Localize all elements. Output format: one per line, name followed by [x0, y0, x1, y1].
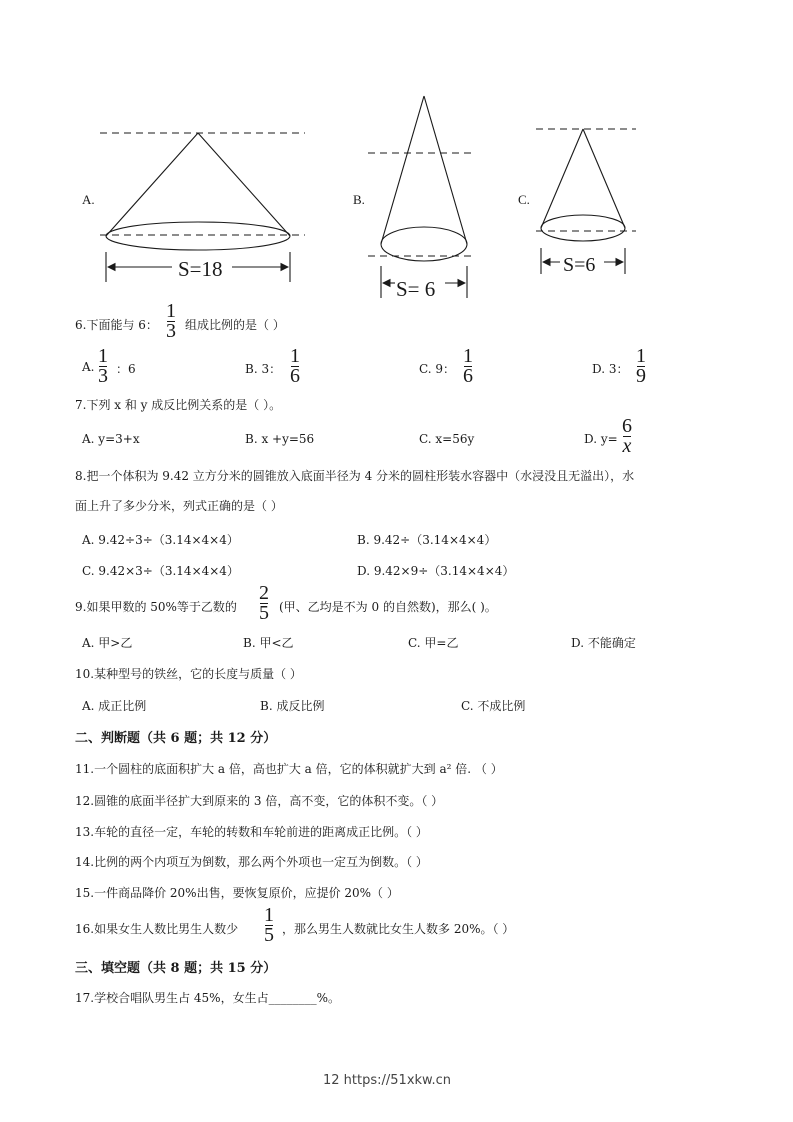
q9-option-a: A. 甲>乙: [82, 636, 133, 650]
q10-option-a: A. 成正比例: [82, 699, 147, 713]
q7-option-c: C. x=56y: [419, 432, 475, 446]
figure-c-area: S=6: [563, 254, 596, 276]
q6-option-a-label: A.: [82, 360, 95, 374]
q6-prefix: 6.下面能与 6：: [75, 318, 158, 332]
q8-line-2: 面上升了多少分米，列式正确的是（ ）: [75, 499, 283, 513]
q6-option-b-fraction: 1 6: [290, 345, 300, 387]
q10-stem: 10.某种型号的铁丝，它的长度与质量（ ）: [75, 667, 302, 681]
q8-option-b: B. 9.42÷（3.14×4×4）: [357, 533, 497, 547]
q7-option-d-label: D. y=: [584, 432, 618, 446]
q8-option-a: A. 9.42÷3÷（3.14×4×4）: [82, 533, 239, 547]
q9-option-c: C. 甲=乙: [408, 636, 459, 650]
figure-c-label: C.: [518, 192, 530, 207]
q6-option-d-label: D. 3：: [592, 362, 629, 376]
section-3-heading: 三、填空题（共 8 题；共 15 分）: [75, 961, 277, 976]
page-footer: 12 https://51xkw.cn: [323, 1073, 451, 1088]
q16-suffix: ，那么男生人数就比女生人数多 20%。（ ）: [282, 922, 515, 936]
q6-option-a-fraction: 1 3: [98, 345, 108, 387]
figure-b-cone: [368, 96, 472, 298]
cone-figures: [0, 0, 793, 310]
q9-prefix: 9.如果甲数的 50%等于乙数的: [75, 600, 237, 614]
q17: 17.学校合唱队男生占 45%，女生占________%。: [75, 991, 340, 1005]
q8-line-1: 8.把一个体积为 9.42 立方分米的圆锥放入底面半径为 4 分米的圆柱形装水容器中（水浸没且无溢出），水: [75, 469, 635, 483]
figure-a-area: S=18: [178, 257, 223, 281]
q9-suffix: (甲、乙均是不为 0 的自然数)，那么( )。: [279, 600, 497, 614]
figure-c-cone: [536, 129, 636, 274]
figure-b-label: B.: [353, 192, 365, 207]
q15: 15.一件商品降价 20%出售，要恢复原价，应提价 20%（ ）: [75, 886, 399, 900]
q7-stem: 7.下列 x 和 y 成反比例关系的是（ ）。: [75, 398, 282, 412]
q10-option-c: C. 不成比例: [461, 699, 526, 713]
q6-fraction: 1 3: [166, 300, 176, 342]
q16-fraction: 1 5: [264, 904, 274, 946]
q9-fraction: 2 5: [259, 582, 269, 624]
figure-a-label: A.: [82, 192, 95, 207]
figure-b-area: S= 6: [396, 277, 436, 301]
q8-option-c: C. 9.42×3÷（3.14×4×4）: [82, 564, 239, 578]
q7-option-a: A. y=3+x: [82, 432, 140, 446]
q6-option-a-after: ：6: [116, 362, 136, 376]
q6-option-b-label: B. 3：: [245, 362, 282, 376]
q9-option-d: D. 不能确定: [571, 636, 636, 650]
q6-option-c-fraction: 1 6: [463, 345, 473, 387]
q7-option-b: B. x +y=56: [245, 432, 315, 446]
section-2-heading: 二、判断题（共 6 题；共 12 分）: [75, 731, 277, 746]
q16-prefix: 16.如果女生人数比男生人数少: [75, 922, 239, 936]
q9-option-b: B. 甲<乙: [243, 636, 294, 650]
q6-option-d-fraction: 1 9: [636, 345, 646, 387]
q7-option-d-fraction: 6 x: [622, 415, 632, 457]
q10-option-b: B. 成反比例: [260, 699, 325, 713]
q6-suffix: 组成比例的是（ ）: [185, 318, 285, 332]
q6-option-c-label: C. 9：: [419, 362, 456, 376]
q11: 11.一个圆柱的底面积扩大 a 倍，高也扩大 a 倍，它的体积就扩大到 a² 倍. （ ）: [75, 762, 503, 776]
q12: 12.圆锥的底面半径扩大到原来的 3 倍，高不变，它的体积不变。（ ）: [75, 794, 444, 808]
q8-option-d: D. 9.42×9÷（3.14×4×4）: [357, 564, 515, 578]
q13: 13.车轮的直径一定，车轮的转数和车轮前进的距离成正比例。（ ）: [75, 825, 428, 839]
q14: 14.比例的两个内项互为倒数，那么两个外项也一定互为倒数。（ ）: [75, 855, 428, 869]
